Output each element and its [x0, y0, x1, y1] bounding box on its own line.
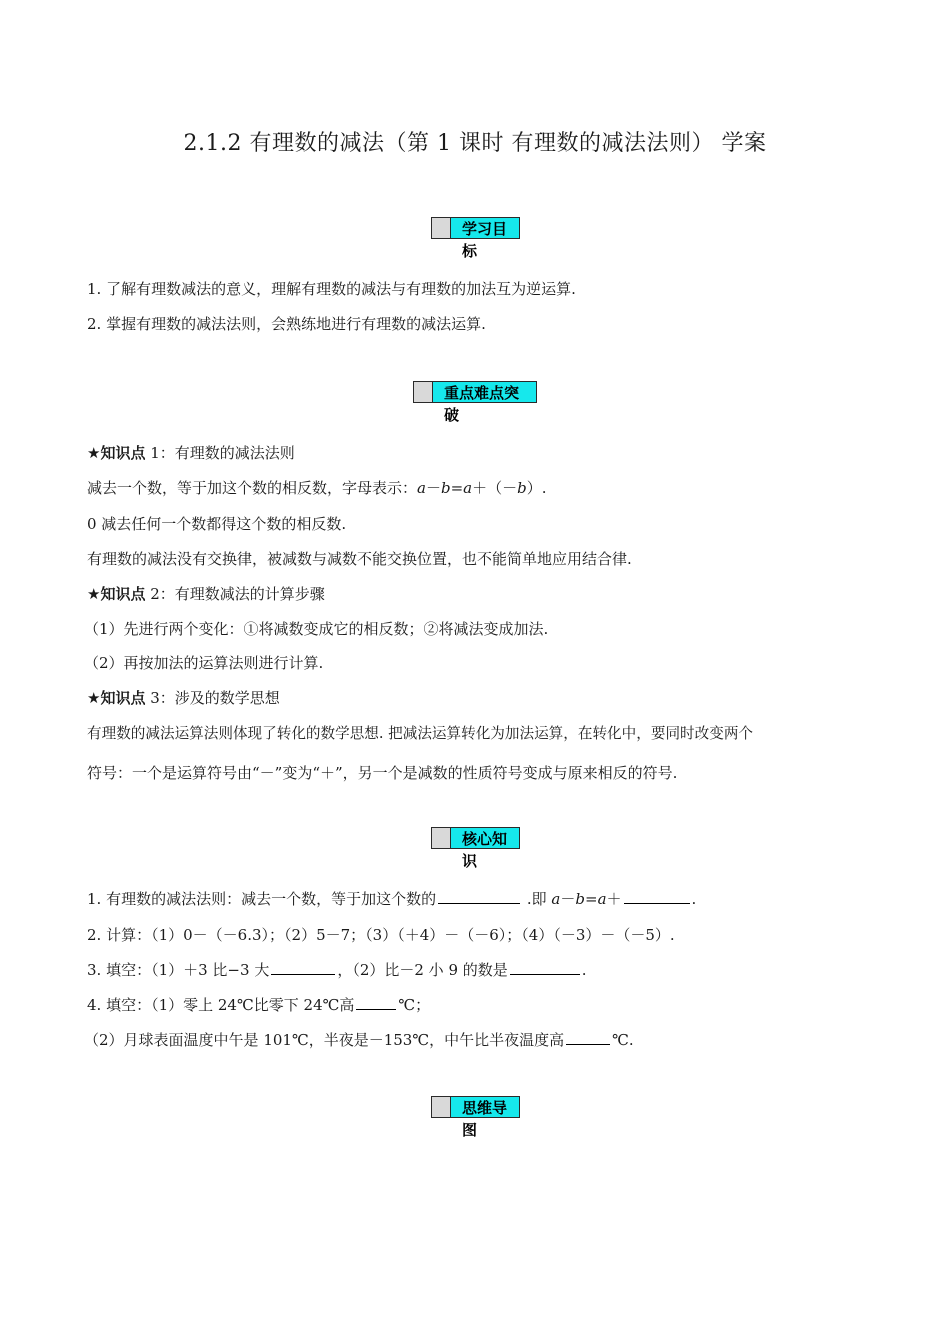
core-question-3: 3. 填空：（1）＋3 比−3 大 ，（2）比－2 小 9 的数是 . [87, 961, 587, 979]
knowledge-point-3-line: 有理数的减法运算法则体现了转化的数学思想. 把减法运算转化为加法运算，在转化中，要同时改变两个 [87, 725, 754, 742]
section-header-label: 重点难点突破 [444, 384, 520, 424]
section-header-label: 思维导图 [462, 1099, 508, 1139]
core-question-2: 2. 计算：（1）0－（－6.3）；（2）5－7；（3）（＋4）－（－6）；（4）（－3）－（－5）. [87, 926, 675, 944]
core-question-4-part-2: （2）月球表面温度中午是 101℃，半夜是－153℃，中午比半夜温度高 ℃. [84, 1031, 634, 1049]
section-header-bar [432, 1097, 451, 1117]
knowledge-point-2-line: （2）再按加法的运算法则进行计算. [84, 654, 324, 672]
core-question-4: 4. 填空：（1）零上 24℃比零下 24℃高 ℃； [87, 996, 431, 1014]
answer-blank[interactable] [624, 889, 690, 904]
knowledge-point-3-title: ★知识点 3：涉及的数学思想 [87, 689, 280, 707]
knowledge-point-2-line: （1）先进行两个变化：①将减数变成它的相反数；②将减法变成加法. [84, 620, 549, 638]
knowledge-point-1-title: ★知识点 1：有理数的减法法则 [87, 444, 295, 462]
knowledge-point-2-title: ★知识点 2：有理数减法的计算步骤 [87, 585, 325, 603]
answer-blank[interactable] [271, 960, 335, 975]
knowledge-point-1-line: 有理数的减法没有交换律，被减数与减数不能交换位置，也不能简单地应用结合律. [87, 550, 632, 568]
answer-blank[interactable] [438, 889, 520, 904]
section-header-label: 学习目标 [462, 220, 508, 260]
section-header-key-points [413, 381, 537, 424]
section-header-bar [414, 382, 433, 402]
core-question-1: 1. 有理数的减法法则：减去一个数，等于加这个数的 .即 a－b=a＋ . [87, 890, 697, 908]
answer-blank[interactable] [356, 995, 396, 1010]
answer-blank[interactable] [566, 1030, 610, 1045]
section-header-bar [432, 218, 451, 238]
knowledge-point-1-rule: 减去一个数，等于加这个数的相反数，字母表示：a－b=a＋（－b）. [87, 479, 547, 497]
section-header-goals [431, 217, 520, 260]
knowledge-point-1-line: 0 减去任何一个数都得这个数的相反数. [87, 515, 347, 533]
answer-blank[interactable] [510, 960, 580, 975]
page-title: 2.1.2 有理数的减法（第 1 课时 有理数的减法法则） 学案 [183, 131, 767, 156]
section-header-label: 核心知识 [462, 830, 508, 870]
goal-item: 2. 掌握有理数的减法法则，会熟练地进行有理数的减法运算. [87, 315, 486, 333]
section-header-bar [432, 828, 451, 848]
section-header-core [431, 827, 520, 870]
goal-item: 1. 了解有理数减法的意义，理解有理数的减法与有理数的加法互为逆运算. [87, 280, 576, 298]
knowledge-point-3-line: 符号：一个是运算符号由“－”变为“＋”，另一个是减数的性质符号变成与原来相反的符号. [87, 764, 678, 782]
section-header-mind-map [431, 1096, 520, 1139]
